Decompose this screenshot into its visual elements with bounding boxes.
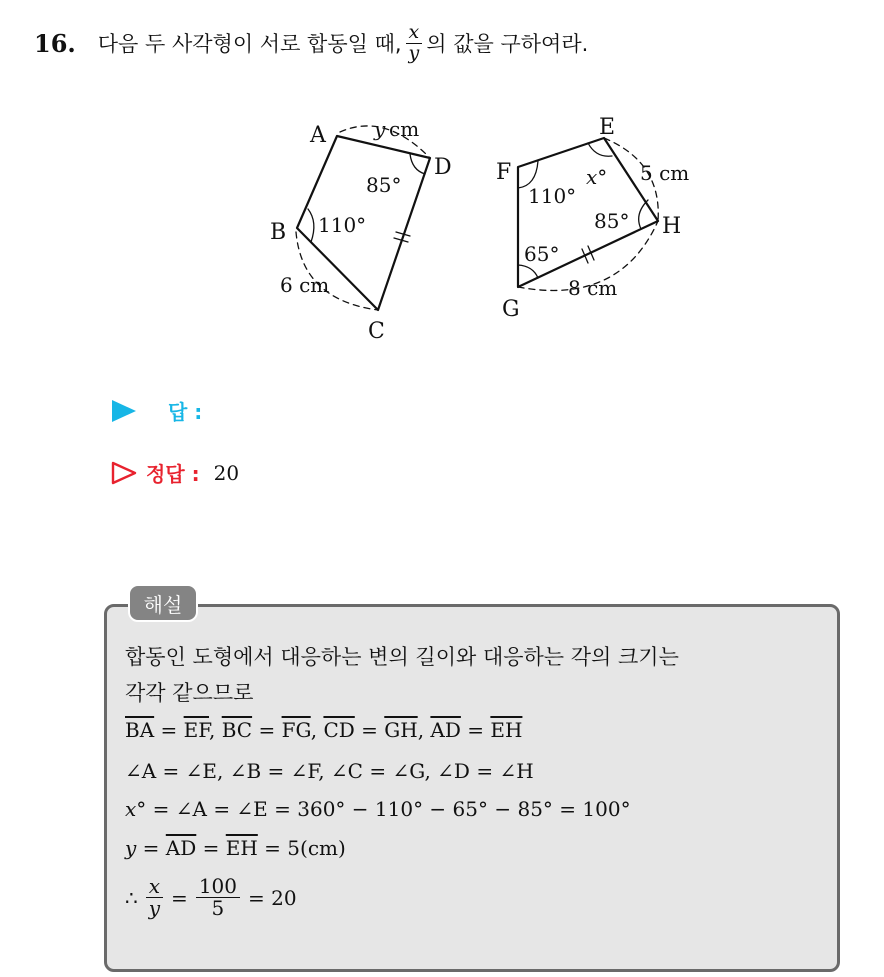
label-vertex-h: H — [662, 214, 682, 239]
question-fraction-denominator: y — [408, 41, 420, 64]
label-vertex-f: F — [496, 160, 512, 185]
answer-correct-line — [110, 458, 239, 487]
final-fraction-5: 5 — [211, 896, 225, 920]
y-segment-eh: $\overline{EH}$ — [225, 836, 258, 860]
label-length-gh: 8 cm — [568, 276, 618, 300]
segment-ba: $\overline{BA}$ — [125, 718, 155, 742]
segment-gh: $\overline{GH}$ — [384, 718, 418, 742]
therefore-symbol: ∴ — [125, 885, 138, 910]
label-vertex-e: E — [599, 115, 616, 140]
equals-sign: = — [171, 885, 188, 910]
final-fraction-xy — [146, 876, 163, 919]
label-vertex-b: B — [270, 220, 287, 245]
label-length-bc: 6 cm — [280, 273, 330, 297]
explanation-final — [125, 876, 297, 919]
explanation-x-calculation — [125, 797, 631, 821]
final-fraction-x: x — [146, 876, 163, 898]
angle-arc-g — [518, 265, 538, 278]
x-variable: x — [125, 797, 137, 821]
y-result: = 5(cm) — [264, 836, 346, 860]
answer-correct-label: 정답 : — [146, 462, 200, 486]
label-vertex-a: A — [310, 123, 326, 148]
explanation-angle-equalities: ∠A = ∠E, ∠B = ∠F, ∠C = ∠G, ∠D = ∠H — [125, 759, 534, 783]
explanation-segment-equalities: $\overline{BA} = \overline{EF}$, $\overline{BC} = \overline{FG}$, $\overline{CD} = \overline{GH}$, $\overline{AD} = \overline{EH}$ — [125, 718, 523, 742]
x-calculation-rest: ° = ∠A = ∠E = 360° − 110° − 65° − 85° = 100° — [136, 797, 631, 821]
label-angle-h: 85° — [594, 209, 630, 233]
segment-bc: $\overline{BC}$ — [221, 718, 253, 742]
segment-cd: $\overline{CD}$ — [323, 718, 355, 742]
segment-ef: $\overline{EF}$ — [183, 718, 209, 742]
label-vertex-g: G — [502, 297, 520, 322]
explanation-tag: 해설 — [128, 584, 198, 622]
answer-blank-label: 답 : — [168, 400, 203, 424]
y-variable: y — [125, 836, 137, 860]
label-angle-d: 85° — [366, 173, 402, 197]
label-y-unit: cm — [389, 117, 420, 141]
question-text-before: 다음 두 사각형이 서로 합동일 때, — [97, 32, 402, 56]
label-vertex-c: C — [368, 319, 385, 344]
quadrilaterals-figure — [0, 0, 884, 360]
segment-eh: $\overline{EH}$ — [490, 718, 523, 742]
label-angle-e-x: x° — [586, 165, 608, 189]
segment-fg: $\overline{FG}$ — [281, 718, 311, 742]
label-y-var: y — [374, 117, 386, 141]
final-fraction-numeric — [196, 876, 240, 919]
label-angle-g: 65° — [524, 242, 560, 266]
question-number: 16. — [34, 28, 76, 58]
y-segment-ad: $\overline{AD}$ — [165, 836, 197, 860]
label-length-eh: 5 cm — [640, 161, 690, 185]
question-text-after: 의 값을 구하여라. — [426, 32, 589, 56]
answer-correct-value: 20 — [213, 460, 240, 485]
segment-ad: $\overline{AD}$ — [430, 718, 461, 742]
explanation-line-2: 각각 같으므로 — [125, 681, 254, 705]
label-angle-f: 110° — [528, 184, 577, 208]
final-result: = 20 — [248, 885, 297, 910]
play-filled-icon — [110, 398, 138, 424]
answer-blank-line — [110, 396, 202, 425]
play-outline-icon — [110, 460, 138, 486]
final-fraction-y: y — [148, 896, 161, 920]
final-fraction-100: 100 — [196, 876, 240, 898]
angle-arc-b — [308, 209, 314, 242]
question-fraction-numerator: x — [406, 23, 423, 44]
explanation-y-calculation: $y = \overline{AD} = \overline{EH} = 5(cm)$ — [125, 836, 346, 860]
label-vertex-d: D — [434, 155, 452, 180]
label-angle-b: 110° — [318, 213, 367, 237]
explanation-line-1: 합동인 도형에서 대응하는 변의 길이와 대응하는 각의 크기는 — [125, 645, 679, 669]
